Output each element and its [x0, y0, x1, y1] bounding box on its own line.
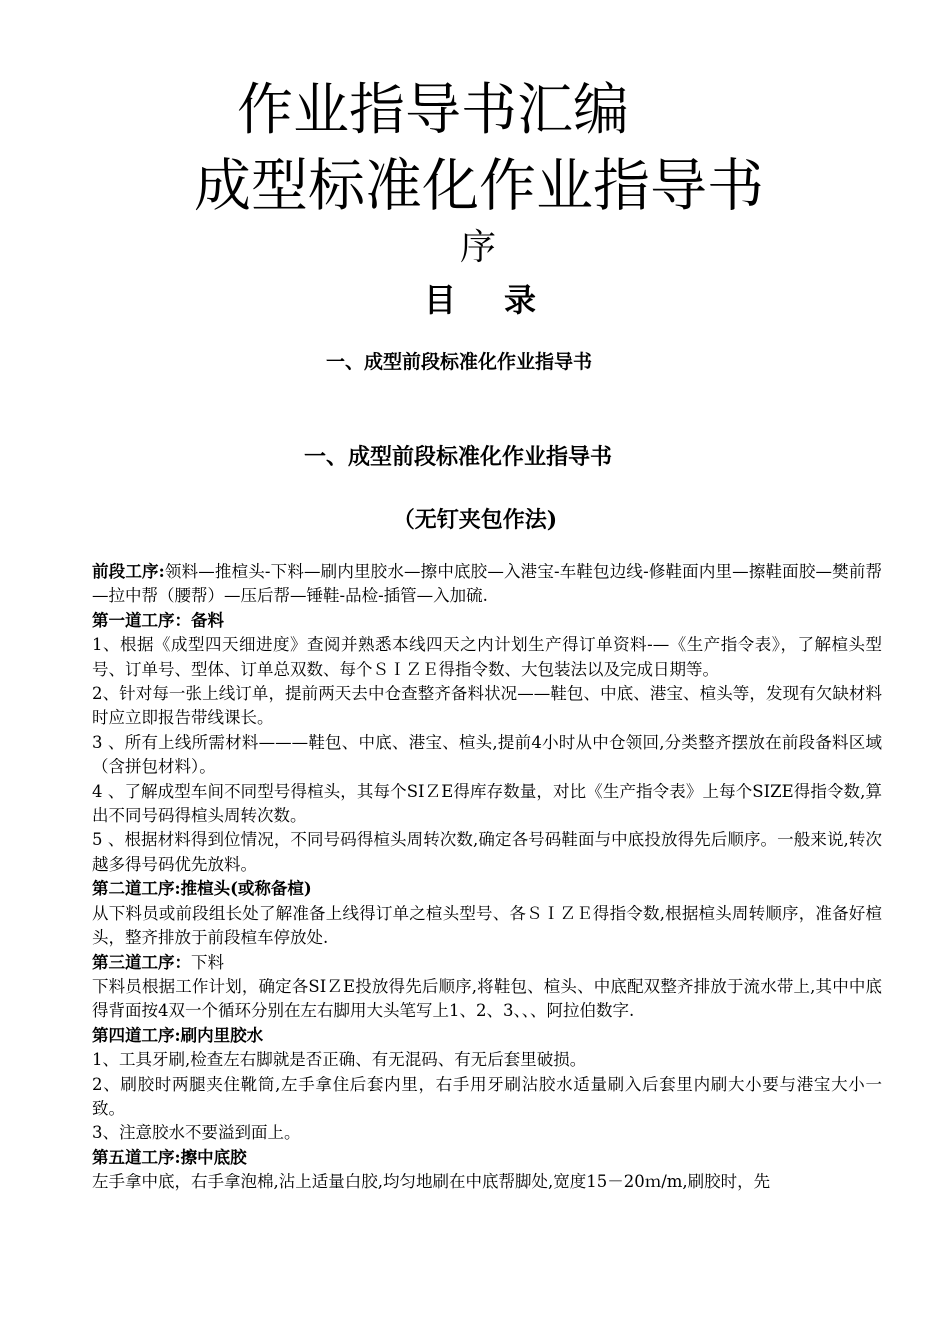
step-line: 3、注意胶水不要溢到面上。 [92, 1123, 301, 1143]
intro-label: 前段工序: [92, 562, 165, 581]
toc-item[interactable]: 一、成型前段标准化作业指导书 [326, 351, 593, 373]
preface-heading: 序 [460, 227, 497, 268]
step-line: 5 、根据材料得到位情况，不同号码得楦头周转次数,确定各号码鞋面与中底投放得先后顺序。一般来说,转次越多得号码优先放料。 [92, 830, 882, 874]
step-heading: 第三道工序：下料 [92, 952, 224, 972]
section-title: 一、成型前段标准化作业指导书 [304, 444, 613, 470]
document-title: 作业指导书汇编 [237, 78, 629, 143]
document-body [92, 560, 882, 1195]
intro-text: 领料—推楦头-下料—刷内里胶水—擦中底胶—入港宝-车鞋包边线-修鞋面内里—擦鞋面胶—樊前帮—拉中帮（腰帮）—压后帮—锤鞋-品检-插管—入加硫. [92, 562, 882, 606]
step-line: 1、根据《成型四天细进度》查阅并熟悉本线四天之内计划生产得订单资料-—《生产指令表》，了解楦头型号、订单号、型体、订单总双数、每个ＳＩＺＥ得指令数、大包装法以及完成日期等。 [92, 635, 882, 679]
step-heading: 第一道工序：备料 [92, 610, 224, 630]
step-line: 4 、了解成型车间不同型号得楦头，其每个SIＺE得库存数量，对比《生产指令表》上每个SIZE得指令数,算出不同号码得楦头周转次数。 [92, 781, 882, 826]
step-line: 左手拿中底，右手拿泡棉,沾上适量白胶,均匀地刷在中底帮脚处,宽度15－20ｍ/m,刷胶时，先 [92, 1172, 771, 1192]
intro-paragraph [92, 560, 882, 609]
step-line: 下料员根据工作计划，确定各SIＺE投放得先后顺序,将鞋包、楦头、中底配双整齐排放于流水带上,其中中底得背面按4双一个循环分别在左右脚用大头笔写上1、2、3、、、阿拉伯数字. [92, 976, 882, 1021]
step-line: 从下料员或前段组长处了解准备上线得订单之楦头型号、各ＳＩＺＥ得指令数,根据楦头周转顺序，准备好楦头，整齐排放于前段楦车停放处. [92, 903, 882, 948]
step-line: 2、刷胶时两腿夹住靴筒,左手拿住后套内里，右手用牙刷沾胶水适量刷入后套里内刷大小要与港宝大小一致。 [92, 1074, 882, 1118]
step-heading: 第五道工序:擦中底胶 [92, 1147, 247, 1167]
step-line: 3 、所有上线所需材料———鞋包、中底、港宝、楦头,提前4小时从中仓领回,分类整齐摆放在前段备料区域（含拼包材料）。 [92, 732, 882, 777]
section-subtitle: （无钉夹包作法) [392, 507, 558, 533]
step-heading: 第四道工序:刷内里胶水 [92, 1025, 264, 1045]
step-heading: 第二道工序:推楦头(或称备楦) [92, 879, 312, 899]
toc-heading: 目录 [424, 281, 585, 319]
step-line: 1、工具牙刷,检查左右脚就是否正确、有无混码、有无后套里破损。 [92, 1050, 587, 1070]
step-line: 2、针对每一张上线订单，提前两天去中仓查整齐备料状况——鞋包、中底、港宝、楦头等，发现有欠缺材料时应立即报告带线课长。 [92, 684, 882, 728]
document-subtitle: 成型标准化作业指导书 [194, 153, 764, 219]
